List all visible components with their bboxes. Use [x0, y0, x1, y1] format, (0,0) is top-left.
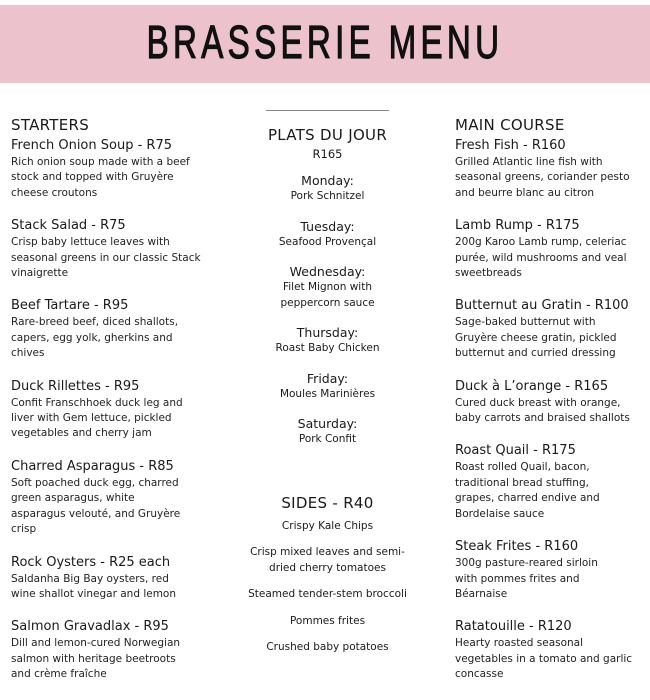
menu-item — [11, 217, 226, 281]
item-description: Rich onion soup made with a beef stock and topped with Gruyère cheese croutons — [11, 156, 190, 199]
starters-column — [11, 114, 226, 699]
day-dish: Seafood Provençal — [278, 235, 377, 248]
day-special — [245, 172, 410, 205]
item-description: Crisp baby lettuce leaves with seasonal greens in our classic Stack vinaigrette — [11, 236, 201, 280]
menu-item — [11, 458, 226, 538]
day-name: Saturday: — [297, 416, 358, 431]
item-title: Salmon Gravadlax - R95 — [11, 619, 169, 635]
menu-item — [11, 378, 226, 442]
item-description: Cured duck breast with orange, baby carrots and braised shallots — [455, 396, 630, 425]
item-description: Grilled Atlantic line fish with seasonal greens, coriander pesto and beurre blanc au citron — [455, 156, 630, 199]
day-special — [245, 370, 410, 403]
item-title: Charred Asparagus - R85 — [11, 458, 174, 474]
day-name: Monday: — [301, 173, 354, 188]
menu-item — [11, 297, 226, 361]
menu-item — [455, 217, 650, 281]
day-dish: Filet Mignon with peppercorn sauce — [280, 281, 375, 309]
item-title: Duck à L’orange - R165 — [455, 378, 609, 394]
item-title: Roast Quail - R175 — [455, 443, 576, 459]
menu-item — [455, 297, 650, 361]
menu-title: BRASSERIE MENU — [146, 16, 504, 68]
day-name: Friday: — [306, 370, 349, 386]
sides-heading: SIDES - R40 — [281, 493, 374, 512]
item-title: Lamb Rump - R175 — [455, 218, 580, 234]
day-name: Wednesday: — [289, 264, 366, 279]
mains-heading: MAIN COURSE — [455, 116, 565, 134]
item-description: Roast rolled Quail, bacon, traditional bread stuffing, grapes, charred endive and Bordelaise sauce — [455, 461, 600, 520]
menu-item — [455, 538, 650, 602]
item-description: Rare-breed beef, diced shallots, capers, egg yolk, gherkins and chives — [11, 316, 179, 360]
plats-heading: PLATS DU JOUR — [267, 126, 388, 144]
mains-list — [455, 137, 650, 683]
side-item: Steamed tender-stem broccoli — [248, 588, 407, 600]
item-title: French Onion Soup - R75 — [11, 138, 172, 153]
menu-item — [11, 554, 226, 603]
plats-column — [245, 104, 410, 667]
mains-column — [455, 114, 650, 699]
menu-item — [11, 137, 226, 201]
item-title: Fresh Fish - R160 — [455, 138, 566, 153]
day-special — [245, 415, 410, 448]
plats-price: R165 — [312, 147, 343, 161]
item-description: 200g Karoo Lamb rump, celeriac purée, wild mushrooms and veal sweetbreads — [455, 236, 627, 280]
starters-list — [11, 137, 226, 683]
day-name: Tuesday: — [300, 218, 355, 234]
divider — [266, 110, 389, 111]
menu-item — [455, 378, 650, 427]
item-description: Confit Franschhoek duck leg and liver with Gem lettuce, pickled vegetables and cherry jam — [11, 396, 183, 440]
item-description: 300g pasture-reared sirloin with pommes frites and Béarnaise — [455, 557, 598, 600]
menu-item — [455, 137, 650, 201]
starters-heading: STARTERS — [11, 116, 90, 134]
item-description: Hearty roasted seasonal vegetables in a tomato and garlic concasse — [455, 637, 633, 681]
item-title: Steak Frites - R160 — [455, 539, 579, 555]
item-description: Saldanha Big Bay oysters, red wine shallot vinegar and lemon — [11, 572, 177, 600]
days-list — [245, 172, 410, 448]
item-title: Rock Oysters - R25 each — [11, 554, 171, 570]
item-description: Dill and lemon-cured Norwegian salmon with heritage beetroots and crème fraîche — [11, 637, 181, 681]
day-special — [245, 218, 410, 251]
side-item: Crisp mixed leaves and semi- dried cherry tomatoes — [250, 546, 405, 574]
day-dish: Pork Confit — [298, 433, 357, 445]
menu-item — [455, 618, 650, 682]
item-title: Duck Rillettes - R95 — [11, 378, 140, 394]
item-title: Beef Tartare - R95 — [11, 298, 129, 314]
item-title: Butternut au Gratin - R100 — [455, 298, 629, 314]
item-description: Soft poached duck egg, charred green asparagus, white asparagus velouté, and Gruyère crisp — [11, 476, 181, 536]
side-item: Crispy Kale Chips — [281, 519, 374, 532]
sides-section — [245, 492, 410, 656]
day-dish: Moules Marinières — [279, 387, 376, 400]
menu-item — [455, 442, 650, 522]
day-name: Thursday: — [296, 325, 359, 340]
sides-list — [245, 519, 410, 656]
item-title: Stack Salad - R75 — [11, 218, 126, 234]
day-dish: Pork Schnitzel — [290, 190, 365, 202]
item-title: Ratatouille - R120 — [455, 619, 572, 635]
menu-item — [11, 618, 226, 682]
day-dish: Roast Baby Chicken — [275, 342, 380, 354]
side-item: Pommes frites — [289, 614, 366, 627]
day-special — [245, 263, 410, 311]
day-special — [245, 324, 410, 357]
side-item: Crushed baby potatoes — [266, 641, 389, 653]
item-description: Sage-baked butternut with Gruyère cheese gratin, pickled butternut and curried dressing — [455, 316, 617, 360]
